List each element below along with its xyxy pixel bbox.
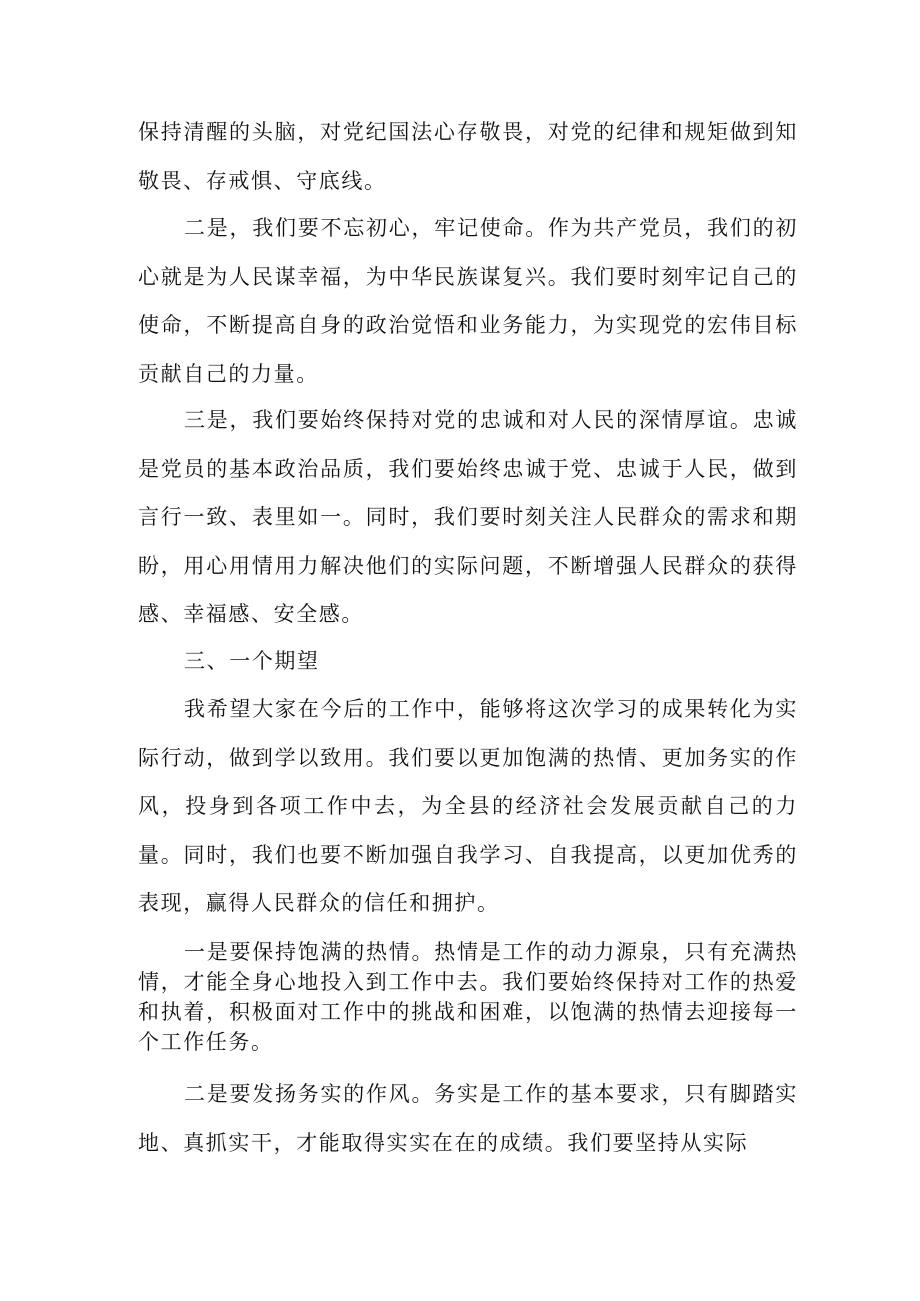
paragraph-enthusiasm: 一是要保持饱满的热情。热情是工作的动力源泉，只有充满热情，才能全身心地投入到工作中去。我们要始终保持对工作的热爱和执着，积极面对工作中的挑战和困难，以饱满的热情去迎接每一个工作任务。 xyxy=(138,940,798,1054)
paragraph-expectation: 我希望大家在今后的工作中，能够将这次学习的成果转化为实际行动，做到学以致用。我们要以更加饱满的热情、更加务实的作风，投身到各项工作中去，为全县的经济社会发展贡献自己的力量。同时，我们也要不断加强自我学习、自我提高，以更加优秀的表现，赢得人民群众的信任和拥护。 xyxy=(138,697,798,915)
paragraph-continuation: 保持清醒的头脑，对党纪国法心存敬畏，对党的纪律和规矩做到知敬畏、存戒惧、守底线。 xyxy=(138,120,798,193)
paragraph-point-two: 二是，我们要不忘初心，牢记使命。作为共产党员，我们的初心就是为人民谋幸福，为中华民族谋复兴。我们要时刻牢记自己的使命，不断提高自身的政治觉悟和业务能力，为实现党的宏伟目标贡献自己的力量。 xyxy=(138,216,798,386)
paragraph-practical-style: 二是要发扬务实的作风。务实是工作的基本要求，只有脚踏实地、真抓实干，才能取得实实在在的成绩。我们要坚持从实际 xyxy=(138,1082,798,1155)
paragraph-point-three: 三是，我们要始终保持对党的忠诚和对人民的深情厚谊。忠诚是党员的基本政治品质，我们要始终忠诚于党、忠诚于人民，做到言行一致、表里如一。同时，我们要时刻关注人民群众的需求和期盼，用心用情用力解决他们的实际问题，不断增强人民群众的获得感、幸福感、安全感。 xyxy=(138,408,798,626)
section-heading-expectation: 三、一个期望 xyxy=(184,649,320,673)
